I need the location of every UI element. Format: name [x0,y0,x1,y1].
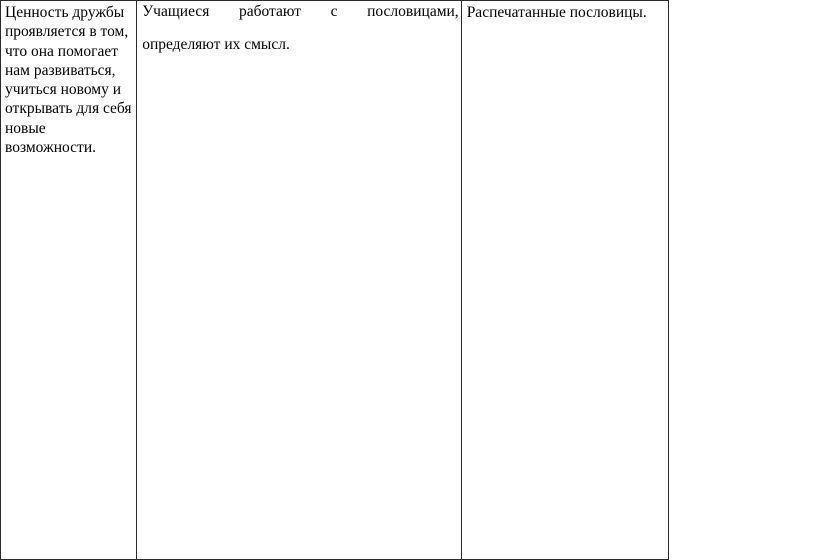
cell-text: Ценность дружбы проявляется в том, что она помогает нам развиваться, учиться новому и открывать для себя новые возможности. [5,4,132,157]
table-cell-value [1,1,137,560]
cell-text: Распечатанные пословицы. [466,4,647,21]
cell-text: Учащиеся работают с пословицами, определяют их смысл. [142,3,459,53]
table-cell-activity [137,1,461,560]
table-row [1,1,669,560]
table-cell-resources [461,1,668,560]
